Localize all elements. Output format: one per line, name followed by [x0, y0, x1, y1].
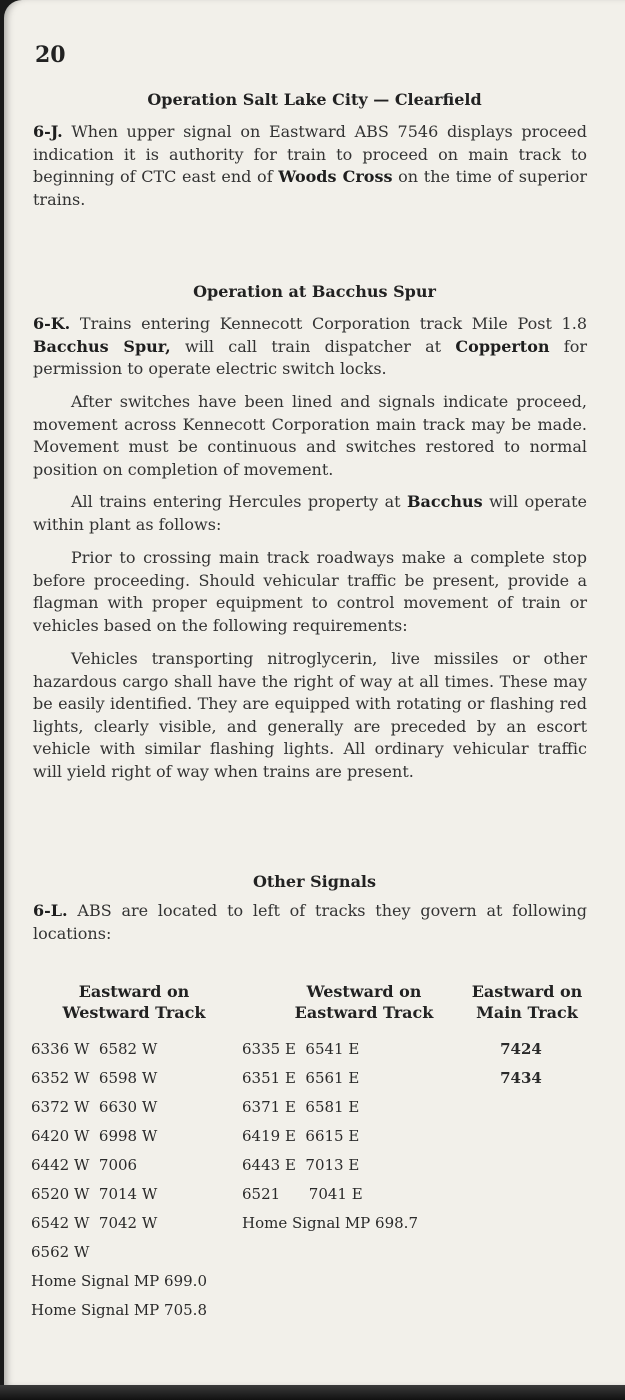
section-j-heading: Operation Salt Lake City — Clearfield: [147, 90, 482, 109]
signal-location: 6372 W 6630 W: [31, 1098, 158, 1116]
column-header-line-1: Westward on: [306, 982, 422, 1001]
bacchus-spur-label: Bacchus Spur,: [33, 336, 171, 356]
signal-location: 6521 7041 E: [242, 1185, 363, 1203]
copperton-label: Copperton: [455, 336, 550, 356]
section-k-paragraph-3: [33, 491, 587, 536]
signal-location: 6442 W 7006: [31, 1156, 138, 1174]
signal-location: 7424: [500, 1040, 542, 1058]
column-header-westward-eastward: [269, 981, 459, 1023]
home-signal-location: Home Signal MP 699.0: [31, 1272, 207, 1290]
signal-location: 6352 W 6598 W: [31, 1069, 158, 1087]
section-k-p3-text-1: All trains entering Hercules property at: [71, 492, 408, 511]
column-header-line-2: Westward Track: [62, 1003, 206, 1022]
signal-location: 6420 W 6998 W: [31, 1127, 158, 1145]
column-header-line-2: Main Track: [476, 1003, 578, 1022]
section-k-paragraph-4: Prior to crossing main track roadways make a complete stop before proceeding. Should vehicular traffic be present, provide a flagman with proper equipment to control movement of train or vehicles based on the following requirements:: [33, 548, 587, 635]
section-l-text: ABS are located to left of tracks they govern at following locations:: [33, 901, 587, 943]
page-bottom-edge: [0, 1385, 625, 1400]
section-k-id: 6-K.: [33, 314, 71, 333]
signal-location: 6520 W 7014 W: [31, 1185, 158, 1203]
section-l-id: 6-L.: [33, 901, 68, 920]
section-k-paragraph-5: Vehicles transporting nitroglycerin, live missiles or other hazardous cargo shall have the right of way at all times. These may be easily identified. They are equipped with rotating or flashing red lights, clearly visible, and generally are preceded by an escort vehicle with similar flashing lights. All ordinary vehicular traffic will yield right of way when trains are present.: [33, 649, 587, 781]
signal-location: 6335 E 6541 E: [242, 1040, 360, 1058]
signal-location: 6562 W: [31, 1243, 90, 1261]
section-k-text-2: will call train dispatcher at: [170, 336, 456, 356]
column-header-line-1: Eastward on: [78, 982, 190, 1001]
section-j-text-end: on the time of superior trains.: [33, 167, 587, 209]
column-header-line-1: Eastward on: [471, 982, 583, 1001]
section-l-paragraph: [33, 900, 587, 945]
woods-cross-label: Woods Cross: [278, 167, 393, 187]
section-k-p3-text-2: will operate within plant as follows:: [33, 492, 587, 534]
section-j-id: 6-J.: [33, 122, 63, 141]
signal-location: 6443 E 7013 E: [242, 1156, 360, 1174]
column-header-eastward-main: [462, 981, 592, 1023]
section-k-heading: Operation at Bacchus Spur: [193, 282, 436, 301]
signal-location: 6336 W 6582 W: [31, 1040, 158, 1058]
section-l-heading: Other Signals: [252, 872, 377, 891]
signal-location: 6371 E 6581 E: [242, 1098, 360, 1116]
signal-location: 6419 E 6615 E: [242, 1127, 360, 1145]
section-j-paragraph: [33, 121, 587, 211]
home-signal-location: Home Signal MP 698.7: [242, 1214, 418, 1232]
signal-location: 6351 E 6561 E: [242, 1069, 360, 1087]
home-signal-location: Home Signal MP 705.8: [31, 1301, 207, 1319]
section-k-paragraph-1: [33, 313, 587, 381]
signal-location: 7434: [500, 1069, 542, 1087]
section-j-text: When upper signal on Eastward ABS 7546 displays proceed indication it is authority for train to proceed on main track to beginning of CTC east end of: [33, 122, 587, 187]
signal-location: 6542 W 7042 W: [31, 1214, 158, 1232]
column-header-line-2: Eastward Track: [294, 1003, 434, 1022]
document-page: [4, 0, 625, 1385]
page-number: 20: [35, 42, 66, 68]
section-k-text-3: for permission to operate electric switch locks.: [33, 336, 588, 379]
section-k-paragraph-2: After switches have been lined and signals indicate proceed, movement across Kennecott Corporation main track may be made. Movement must be continuous and switches restored to normal position on completion of movement.: [33, 392, 587, 479]
bacchus-label: Bacchus: [407, 492, 483, 511]
column-header-eastward-westward: [44, 981, 224, 1023]
section-k-text-1: Trains entering Kennecott Corporation track Mile Post 1.8: [70, 314, 587, 333]
